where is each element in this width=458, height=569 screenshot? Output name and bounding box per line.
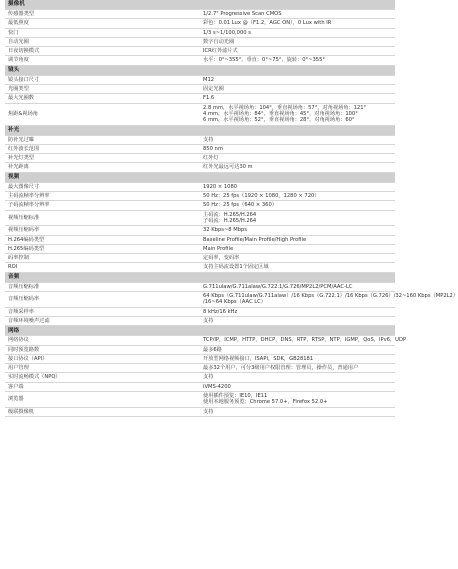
spec-value: 红外灯	[200, 154, 395, 163]
spec-value-line: 64 Kbps（G.711ulaw/G.711alaw）/16 Kbps（G.722.1）/16 Kbps（G.726）/32~160 Kbps（MP2L2）	[203, 293, 458, 300]
spec-row	[5, 85, 395, 94]
spec-row	[5, 407, 395, 416]
spec-value: G.711ulaw/G.711alaw/G.722.1/G.726/MP2L2/PCM/AAC-LC	[200, 282, 395, 291]
spec-label: 音频压缩码率	[5, 292, 200, 308]
spec-value: 32 Kbps~8 Mbps	[200, 226, 395, 235]
spec-row	[5, 75, 395, 84]
spec-label: 焦距&视场角	[5, 103, 200, 125]
spec-value: 开放型网络视频接口，ISAPI，SDK，GB28181	[200, 354, 395, 363]
spec-row	[5, 210, 395, 226]
spec-row	[5, 182, 395, 191]
spec-label: 音频采样率	[5, 307, 200, 316]
spec-value	[200, 103, 395, 125]
spec-row	[5, 47, 395, 56]
section-header	[5, 125, 395, 135]
spec-label: 最大光圈数	[5, 94, 200, 103]
spec-value: 50 Hz：25 fps（1920 × 1080，1280 × 720）	[200, 192, 395, 201]
spec-label: 级联摄像机	[5, 407, 200, 416]
spec-value: ICR红外滤片式	[200, 47, 395, 56]
spec-label: 最大图像尺寸	[5, 182, 200, 191]
spec-label: 用户管理	[5, 364, 200, 373]
spec-row	[5, 382, 395, 391]
spec-row	[5, 235, 395, 244]
section-header	[5, 172, 395, 182]
section-header	[5, 65, 395, 75]
spec-value: 1/2.7" Progressive Scan CMOS	[200, 10, 395, 19]
spec-value: 50 Hz：25 fps（640 × 360）	[200, 201, 395, 210]
spec-row	[5, 244, 395, 253]
spec-label: 最低照度	[5, 19, 200, 28]
spec-value	[200, 292, 458, 308]
spec-label: 音频环境噪声过滤	[5, 316, 200, 325]
spec-label: 接口协议（API）	[5, 354, 200, 363]
spec-value: 彩色：0.01 Lux @（F1.2，AGC ON），0 Lux with IR	[200, 19, 395, 28]
spec-row	[5, 345, 395, 354]
spec-label: 主码流帧率分辨率	[5, 192, 200, 201]
spec-row	[5, 254, 395, 263]
spec-row	[5, 37, 395, 46]
spec-value: 固定光圈	[200, 85, 395, 94]
spec-row	[5, 364, 395, 373]
section-header	[5, 326, 395, 336]
spec-row	[5, 135, 395, 144]
spec-label: 自动光圈	[5, 37, 200, 46]
spec-label: 红外波长范围	[5, 144, 200, 153]
spec-value: 1920 × 1080	[200, 182, 395, 191]
spec-label: 网络协议	[5, 336, 200, 345]
spec-row	[5, 10, 395, 19]
spec-label: ROI	[5, 263, 200, 272]
spec-label: 客户端	[5, 382, 200, 391]
spec-value: iVMS-4200	[200, 382, 395, 391]
spec-row	[5, 163, 395, 172]
spec-row	[5, 226, 395, 235]
spec-value-line: /16~64 Kbps（AAC LC）	[203, 299, 266, 306]
spec-label: 光圈类型	[5, 85, 200, 94]
spec-row	[5, 201, 395, 210]
spec-value: TCP/IP，ICMP，HTTP，DHCP，DNS，RTP，RTSP，NTP，IGMP，QoS，IPv6，UDP	[200, 336, 395, 345]
section-title: 镜头	[5, 65, 395, 75]
spec-label: 传感器类型	[5, 10, 200, 19]
spec-value: 红外光最远可达30 m	[200, 163, 395, 172]
spec-value-line: 使用插件预览：IE10，IE11	[203, 392, 268, 399]
spec-label: 同时预览路数	[5, 345, 200, 354]
spec-value-line: 6 mm，水平视场角：52°，垂直视场角：28°，对角视场角：60°	[203, 117, 355, 124]
section-header	[5, 272, 395, 282]
spec-row	[5, 19, 395, 28]
spec-value: 850 nm	[200, 144, 395, 153]
spec-value-line: 使用本地服务预览：Chrome 57.0+，Firefox 52.0+	[203, 399, 328, 406]
section-title: 摄像机	[5, 0, 395, 10]
spec-label: 补光灯类型	[5, 154, 200, 163]
spec-value: Main Profile	[200, 244, 395, 253]
section-title: 视频	[5, 172, 395, 182]
spec-label: 日夜切换模式	[5, 47, 200, 56]
spec-value-line: 主码流：H.265/H.264	[203, 211, 257, 218]
spec-value-line: 子码流：H.265/H.264	[203, 217, 257, 224]
spec-label: 实时流畅模式（NPQ）	[5, 373, 200, 382]
spec-table	[5, 0, 458, 417]
spec-value: 支持	[200, 316, 395, 325]
spec-value: Baseline Profile/Main Profile/High Profile	[200, 235, 395, 244]
spec-row	[5, 263, 395, 272]
spec-label: 视频压缩标准	[5, 210, 200, 226]
spec-value: F1.6	[200, 94, 395, 103]
spec-row	[5, 307, 395, 316]
spec-row	[5, 391, 395, 407]
spec-value: 1/3 s~1/100,000 s	[200, 28, 395, 37]
spec-label: H.265编码类型	[5, 244, 200, 253]
section-title: 网络	[5, 326, 395, 336]
spec-value	[200, 210, 395, 226]
spec-value: 支持	[200, 407, 395, 416]
section-title: 补光	[5, 125, 395, 135]
spec-row	[5, 144, 395, 153]
spec-row	[5, 154, 395, 163]
spec-row	[5, 94, 395, 103]
spec-row	[5, 336, 395, 345]
section-title: 音频	[5, 272, 395, 282]
spec-value: 定码率，变码率	[200, 254, 395, 263]
spec-value: 最多6路	[200, 345, 395, 354]
spec-label: 音频压缩标准	[5, 282, 200, 291]
spec-value: 数字自动光圈	[200, 37, 395, 46]
spec-label: 快门	[5, 28, 200, 37]
spec-label: 浏览器	[5, 391, 200, 407]
spec-row	[5, 28, 395, 37]
spec-value: 支持主码流设置1个固定区域	[200, 263, 395, 272]
spec-value: 支持	[200, 135, 395, 144]
spec-label: 防补光过曝	[5, 135, 200, 144]
spec-row	[5, 103, 395, 125]
spec-row	[5, 56, 395, 65]
spec-value-line: 4 mm，水平视场角：84°，垂直视场角：45°，对角视场角：100°	[203, 110, 358, 117]
spec-row	[5, 282, 395, 291]
spec-label: 子码流帧率分辨率	[5, 201, 200, 210]
spec-row	[5, 316, 395, 325]
spec-label: 视频压缩码率	[5, 226, 200, 235]
spec-value: 支持	[200, 373, 395, 382]
spec-value: 水平：0°~355°，垂直：0°~75°，旋转：0°~355°	[200, 56, 395, 65]
spec-value: 8 kHz/16 kHz	[200, 307, 395, 316]
spec-row	[5, 354, 395, 363]
spec-row	[5, 192, 395, 201]
spec-label: 调节角度	[5, 56, 200, 65]
section-header	[5, 0, 395, 10]
spec-row	[5, 292, 395, 308]
spec-value	[200, 391, 395, 407]
spec-value: M12	[200, 75, 395, 84]
spec-label: H.264编码类型	[5, 235, 200, 244]
spec-value: 最多32个用户，可分3级用户权限管理：管理员，操作员，普通用户	[200, 364, 395, 373]
spec-value-line: 2.8 mm，水平视场角：104°，垂直视场角：57°，对角视场角：121°	[203, 104, 367, 111]
spec-label: 补光距离	[5, 163, 200, 172]
spec-row	[5, 373, 395, 382]
spec-label: 镜头接口尺寸	[5, 75, 200, 84]
spec-label: 码率控制	[5, 254, 200, 263]
